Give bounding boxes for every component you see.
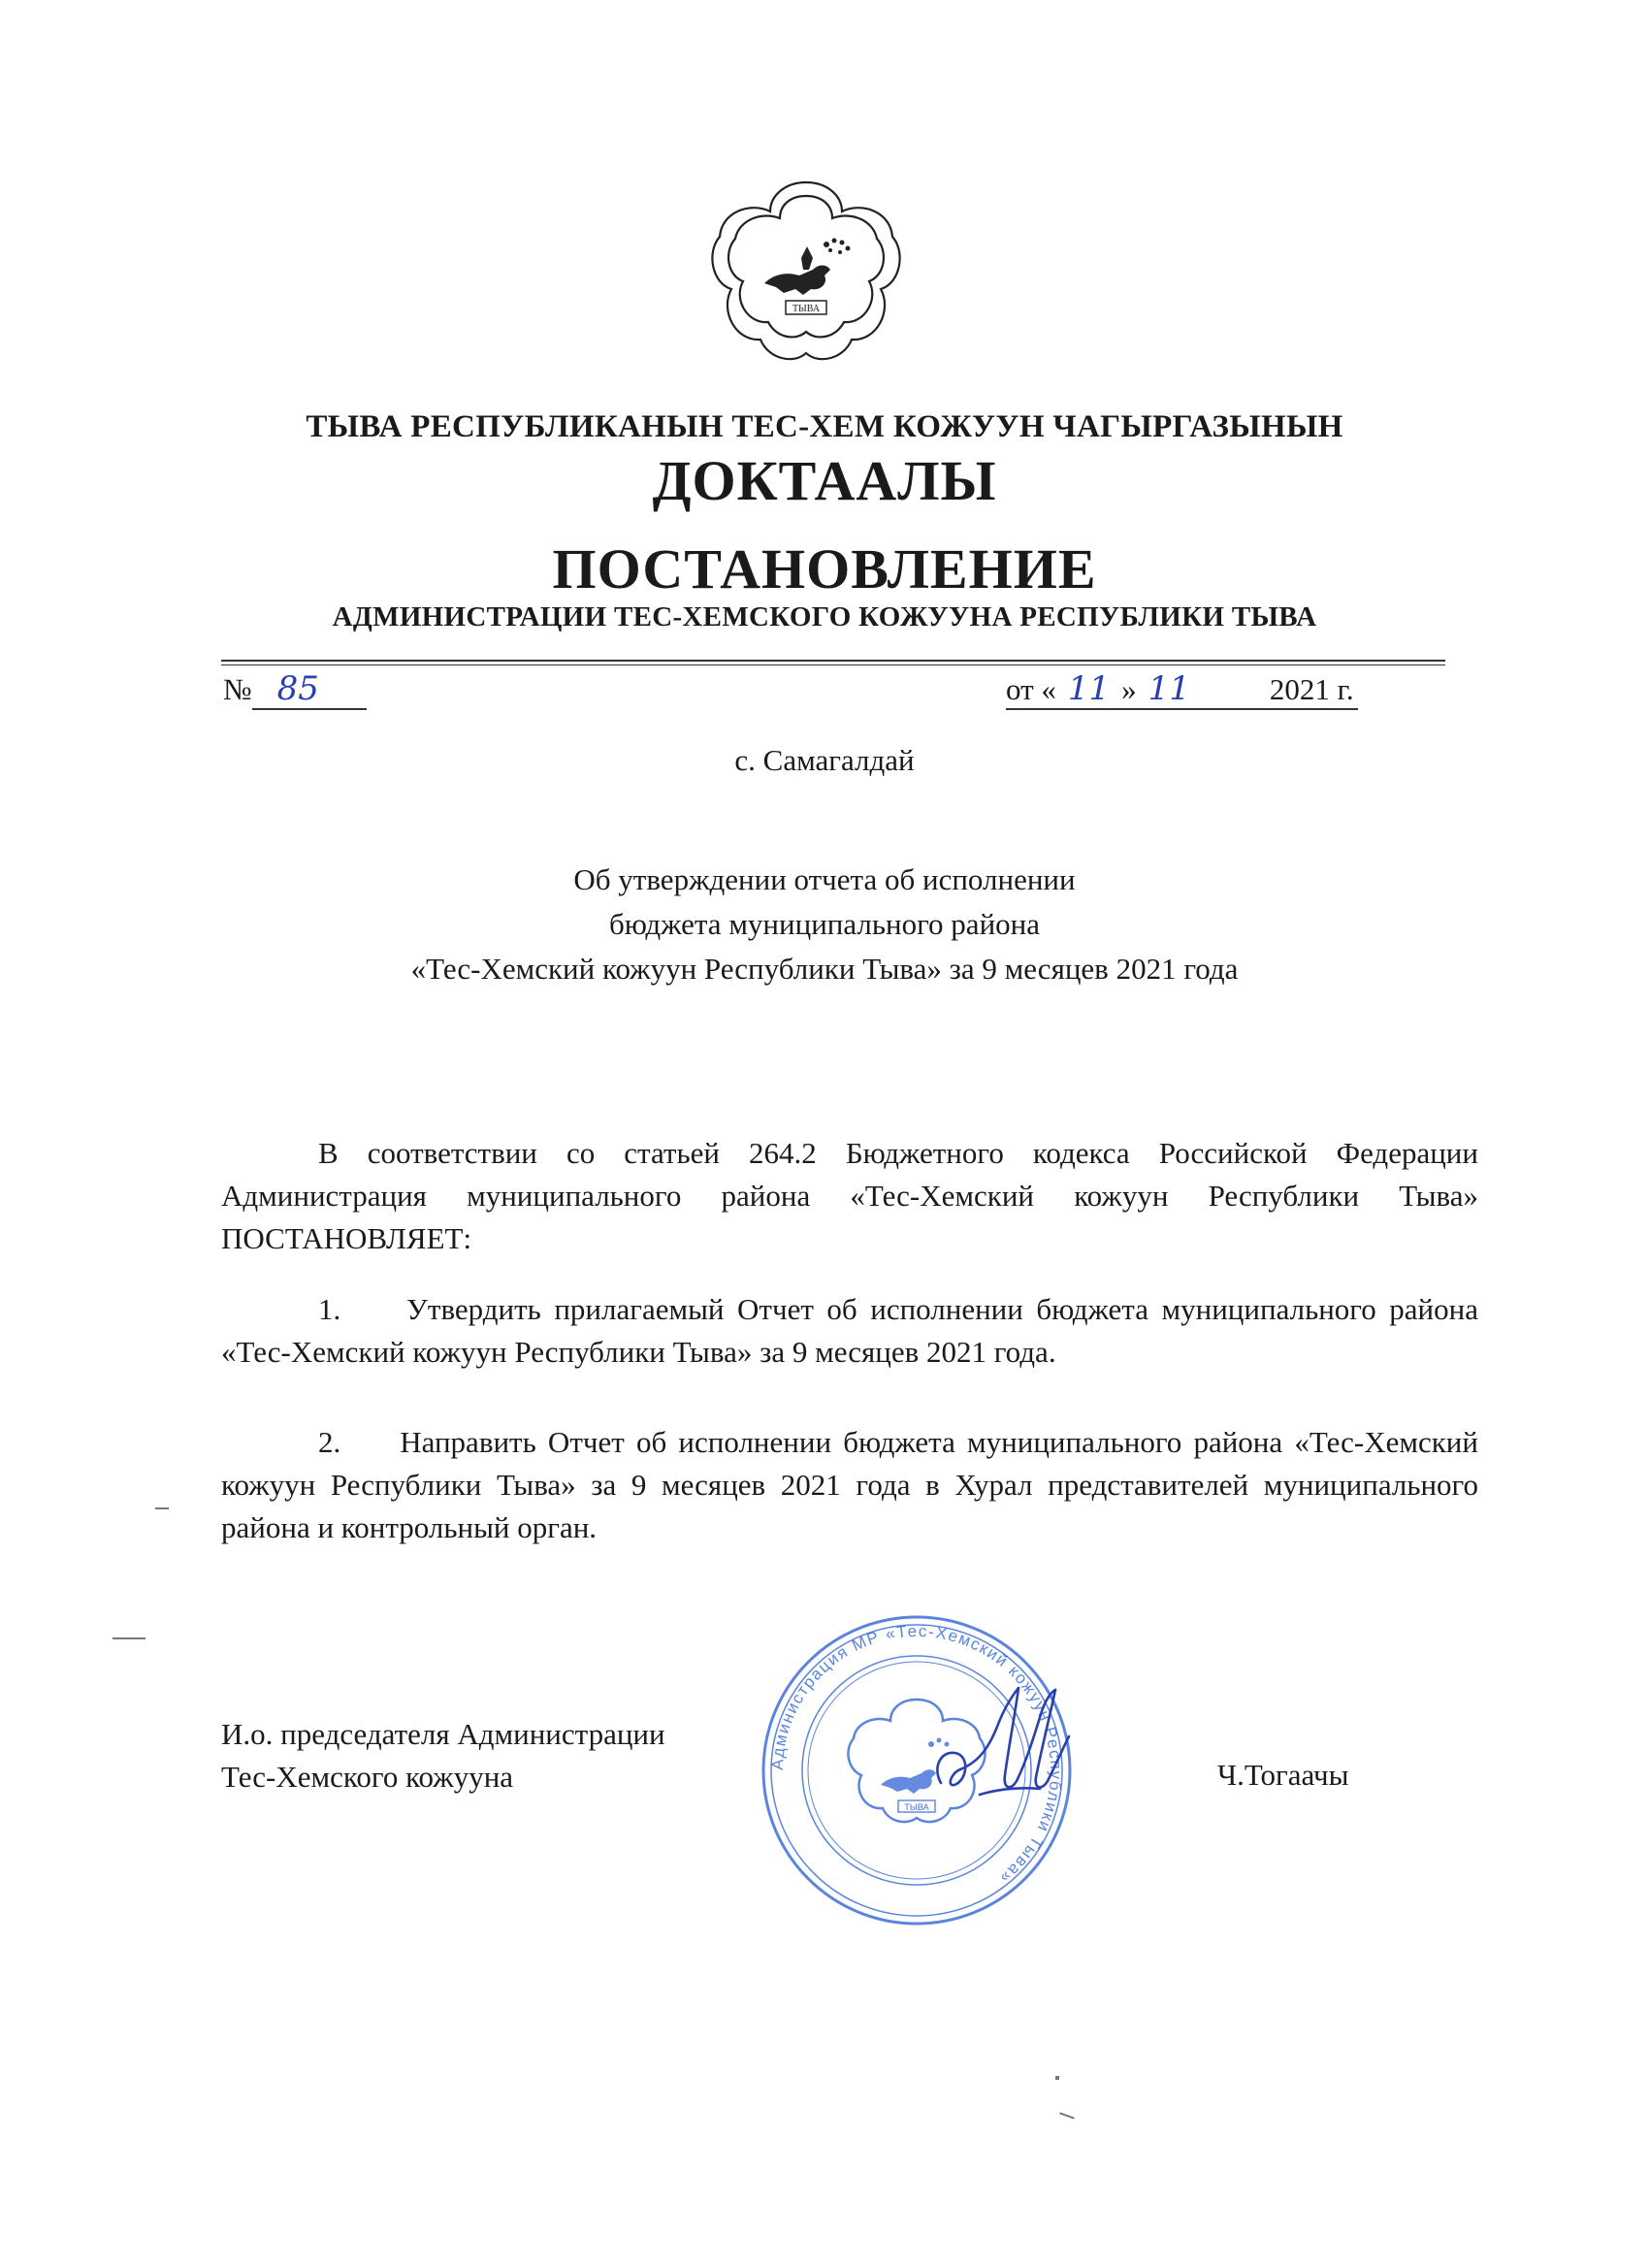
signatory-name: Ч.Тогаачы [1217, 1758, 1349, 1792]
date-month: 11 [1148, 669, 1190, 708]
place: с. Самагалдай [734, 743, 915, 777]
scan-speck [1055, 2076, 1059, 2080]
title-line: «Тес-Хемский кожуун Республики Тыва» за 9 месяцев 2021 года [410, 952, 1239, 986]
handwritten-signature-icon [922, 1669, 1086, 1824]
header-divider [221, 660, 1445, 662]
signatory-position-line-1: И.о. председателя Администрации [221, 1717, 665, 1751]
number-value: 85 [252, 669, 367, 710]
signatory-position-line-2: Тес-Хемского кожууна [221, 1760, 514, 1794]
document-date [1006, 669, 1358, 710]
resolution-item-1: 1. Утвердить прилагаемый Отчет об исполнении бюджета муниципального района «Тес-Хемский кожуун Республики Тыва» за 9 месяцев 2021 года. [221, 1292, 1478, 1369]
seal-inner-label: ТЫВА [904, 1802, 929, 1812]
scan-speck [155, 1507, 169, 1509]
header-tuvan-doc-type: ДОКТААЛЫ [652, 449, 997, 512]
header-tuvan-org: ТЫВА РЕСПУБЛИКАНЫН ТЕС-ХЕМ КОЖУУН ЧАГЫРГАЗЫНЫН [306, 409, 1343, 444]
emblem-label: ТЫВА [792, 304, 821, 314]
header-org: АДМИНИСТРАЦИИ ТЕС-ХЕМСКОГО КОЖУУНА РЕСПУБЛИКИ ТЫВА [332, 601, 1317, 632]
date-field [1006, 669, 1358, 710]
title-line: Об утверждении отчета об исполнении [573, 862, 1076, 896]
signatory-position [221, 1713, 665, 1798]
seal-outer-text: Администрация МР «Тес-Хемский кожуун Республики Тыва» [767, 1621, 1066, 1889]
date-day: 11 [1067, 669, 1111, 708]
tuva-emblem-icon [706, 175, 906, 365]
title-line: бюджета муниципального района [608, 907, 1041, 941]
document-number [223, 669, 367, 710]
scan-speck [1059, 2112, 1075, 2119]
number-label: № [223, 672, 252, 706]
header-doc-type: ПОСТАНОВЛЕНИЕ [552, 537, 1097, 600]
document-title [0, 858, 1649, 991]
preamble-paragraph: В соответствии со статьей 264.2 Бюджетного кодекса Российской Федерации Администрация муниципального района «Тес-Хемский кожуун Республики Тыва» ПОСТАНОВЛЯЕТ: [221, 1136, 1478, 1255]
date-mid: » [1121, 672, 1137, 706]
scan-speck [113, 1637, 146, 1639]
date-year: 2021 г. [1269, 672, 1354, 706]
resolution-item-2: 2. Направить Отчет об исполнении бюджета муниципального района «Тес-Хемский кожуун Республики Тыва» за 9 месяцев 2021 года в Хурал представителей муниципального района и контрольный орган. [221, 1425, 1478, 1544]
header-divider-thin [221, 664, 1445, 665]
date-prefix: от « [1006, 672, 1056, 706]
